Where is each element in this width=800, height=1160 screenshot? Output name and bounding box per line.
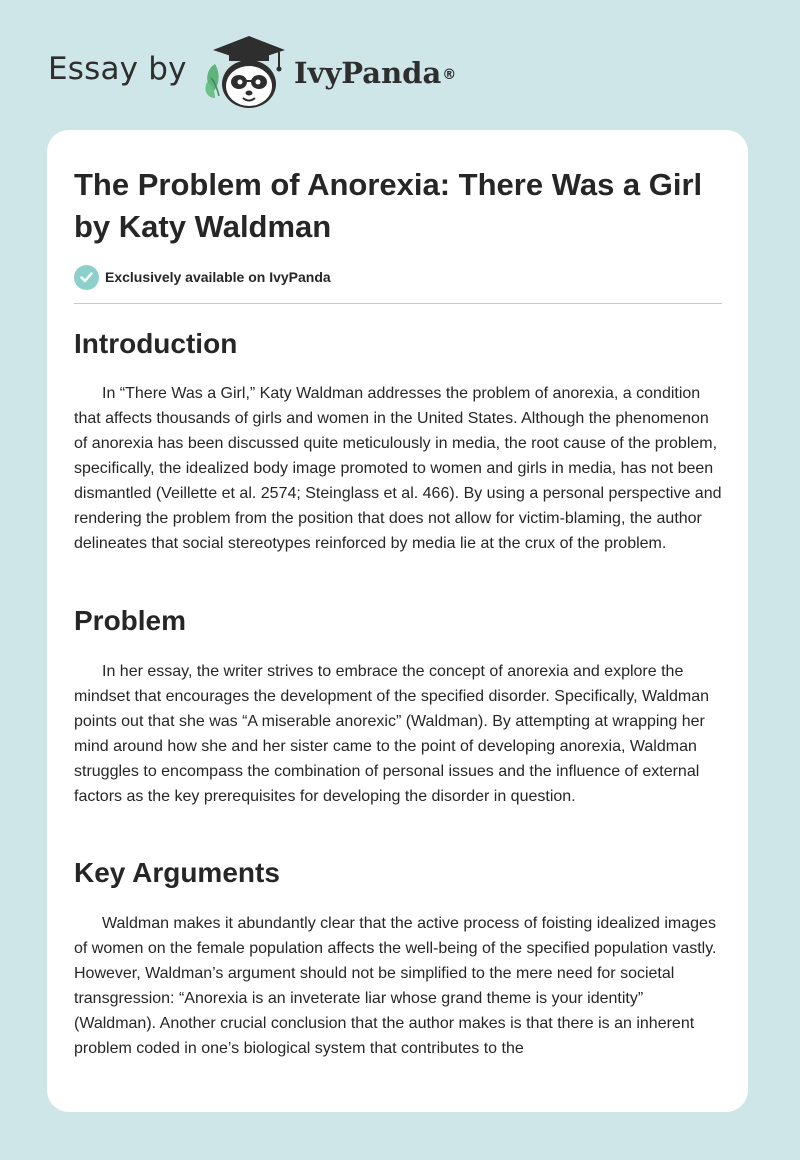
essay-by-label: Essay by: [48, 51, 187, 87]
section-heading: Introduction: [74, 328, 238, 359]
essay-card: [47, 130, 748, 1112]
section-heading: Problem: [74, 605, 187, 636]
site-header: [0, 0, 800, 130]
check-icon: [74, 265, 99, 290]
brand-name-text: IvyPanda: [294, 56, 442, 90]
registered-mark: ®: [442, 67, 457, 83]
brand-name[interactable]: [294, 54, 456, 92]
section-introduction: [74, 326, 722, 556]
divider: [74, 303, 722, 304]
section-key-arguments: [74, 855, 722, 1061]
exclusive-badge: [74, 264, 331, 290]
leaf-icon: [205, 64, 219, 98]
section-body: In her essay, the writer strives to embrace the concept of anorexia and explore the mindset that encourages the development of the specified disorder. Specifically, Waldman points out that she was “A miserable anorexic” (Waldman). By attempting at wrapping her mind around how she and her sister came to the point of developing anorexia, Waldman struggles to encompass the combination of personal issues and the influence of external factors as the key prerequisites for developing the disorder in question.: [74, 663, 710, 805]
ivypanda-logo-icon[interactable]: [201, 34, 293, 110]
page-title: The Problem of Anorexia: There Was a Girl by Katy Waldman: [74, 167, 703, 244]
section-heading: Key Arguments: [74, 857, 280, 888]
section-body: In “There Was a Girl,” Katy Waldman addresses the problem of anorexia, a condition that affects thousands of girls and women in the United States. Although the phenomenon of anorexia has been discussed quite meticulously in media, the root cause of the problem, specifically, the idealized body image promoted to women and girls in media, has not been dismantled (Veillette et al. 2574; Steinglass et al. 466). By using a personal perspective and rendering the problem from the position that does not allow for victim-blaming, the author delineates that social stereotypes reinforced by media lie at the crux of the problem.: [74, 385, 722, 552]
section-problem: [74, 603, 722, 809]
exclusive-label: Exclusively available on IvyPanda: [105, 269, 331, 285]
section-body: Waldman makes it abundantly clear that the active process of foisting idealized images of women on the female population affects the well-being of the specified population vastly. However, Waldman’s argument should not be simplified to the mere need for societal transgression: “Anorexia is an inveterate liar whose grand theme is your identity” (Waldman). Another crucial conclusion that the author makes is that there is an inherent problem coded in one’s biological system that contributes to the: [74, 915, 717, 1057]
